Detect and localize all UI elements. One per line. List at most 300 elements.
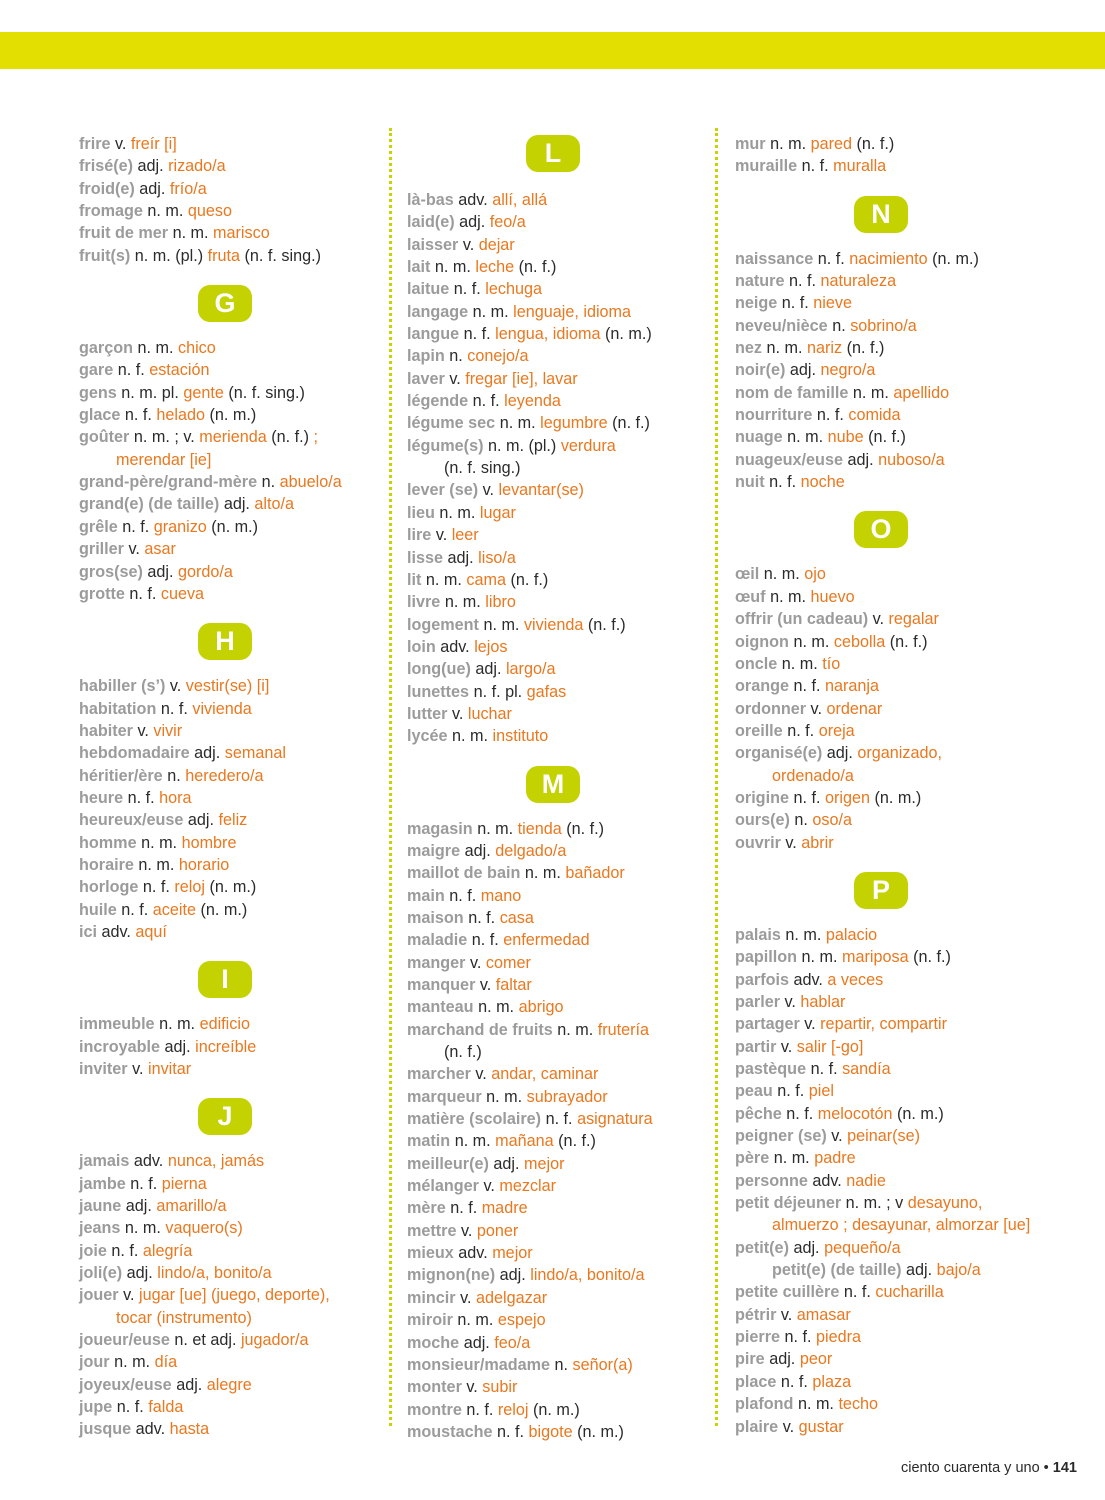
french-headword: grêle	[79, 517, 118, 536]
spanish-translation: edificio	[199, 1015, 250, 1034]
grammar-note: (n. m.)	[572, 1422, 624, 1441]
french-headword: matière (scolaire)	[407, 1110, 542, 1129]
glossary-entry	[79, 155, 379, 177]
column-1	[79, 133, 379, 1441]
french-headword: neige	[735, 294, 778, 313]
glossary-entry	[79, 426, 379, 448]
grammar-note: v.	[482, 481, 499, 500]
glossary-entry-continuation	[407, 1041, 707, 1063]
glossary-entry	[79, 720, 379, 742]
french-headword: ours(e)	[735, 811, 790, 830]
glossary-entry	[735, 742, 1065, 764]
french-headword: lieu	[407, 503, 435, 522]
grammar-note: n. f.	[781, 294, 814, 313]
grammar-note: n. m.	[444, 593, 486, 612]
spanish-translation: cama	[466, 570, 506, 589]
french-headword: lit	[407, 570, 422, 589]
grammar-note: n. f.	[471, 931, 504, 950]
spanish-translation: gordo/a	[177, 562, 233, 581]
spanish-translation: subir	[482, 1378, 518, 1397]
spanish-translation: reloj	[174, 878, 205, 897]
glossary-entry	[407, 1063, 707, 1085]
spanish-translation: madre	[481, 1199, 528, 1218]
french-headword: maigre	[407, 841, 461, 860]
grammar-note: v.	[115, 135, 131, 153]
glossary-entry	[735, 832, 1065, 854]
grammar-note: (n. f.)	[514, 258, 557, 277]
spanish-translation: amasar	[796, 1305, 851, 1324]
glossary-entry	[79, 382, 379, 404]
spanish-translation: techo	[838, 1395, 879, 1414]
glossary-entry	[735, 1348, 1065, 1370]
french-headword: matin	[407, 1132, 451, 1151]
page-footer	[901, 1460, 1077, 1476]
glossary-entry	[735, 1192, 1065, 1214]
grammar-note: n. m.	[124, 1219, 166, 1238]
french-headword: heureux/euse	[79, 811, 184, 830]
french-headword: jupe	[79, 1398, 113, 1417]
glossary-entry	[407, 524, 707, 546]
grammar-note: v.	[435, 526, 452, 545]
grammar-note: n. f.	[463, 325, 496, 344]
french-headword: jusque	[79, 1420, 132, 1439]
glossary-entry	[735, 608, 1065, 630]
grammar-note: adj.	[164, 1037, 196, 1056]
french-headword: grotte	[79, 584, 125, 603]
french-headword: petit(e)	[735, 1238, 789, 1257]
grammar-note: n. f.	[786, 1104, 818, 1123]
grammar-note: (n. f.)	[908, 948, 951, 967]
grammar-note: adv.	[458, 191, 493, 209]
glossary-entry	[79, 787, 379, 809]
section-spacer	[79, 1139, 379, 1150]
grammar-note: (n. m.)	[195, 900, 248, 919]
spanish-translation: bajo/a	[936, 1261, 981, 1280]
grammar-note: n. et adj.	[174, 1331, 241, 1350]
spanish-translation: largo/a	[505, 660, 556, 679]
grammar-note: n. m. pl.	[121, 383, 184, 402]
glossary-entry	[79, 133, 379, 155]
glossary-entry	[735, 1304, 1065, 1326]
spanish-translation: liso/a	[478, 548, 516, 567]
grammar-note: adj.	[125, 1197, 157, 1216]
french-headword: nuageux/euse	[735, 450, 843, 469]
glossary-entry	[407, 1130, 707, 1152]
french-headword: gare	[79, 361, 114, 380]
glossary-entry	[735, 1080, 1065, 1102]
french-headword: laisser	[407, 235, 459, 254]
section-letter-badge: L	[526, 135, 580, 172]
french-headword: peigner (se)	[735, 1127, 827, 1146]
glossary-entry	[79, 698, 379, 720]
glossary-entry	[407, 1421, 707, 1443]
spanish-translation: delgado/a	[495, 841, 567, 860]
spanish-translation: lechuga	[485, 280, 542, 299]
french-headword: jouer	[79, 1286, 119, 1305]
spanish-translation: queso	[187, 202, 232, 221]
french-headword: naissance	[735, 249, 814, 268]
grammar-note: n. m.	[766, 339, 807, 358]
grammar-note: v.	[475, 1065, 492, 1084]
spanish-translation: leyenda	[504, 392, 561, 411]
french-headword: jour	[79, 1353, 110, 1372]
french-headword: long(ue)	[407, 660, 471, 679]
french-headword: légume(s)	[407, 436, 484, 455]
french-headword: main	[407, 886, 445, 905]
glossary-entry	[735, 248, 1065, 270]
french-headword: héritier/ère	[79, 766, 163, 785]
glossary-entry	[79, 337, 379, 359]
column-divider	[389, 128, 392, 1426]
grammar-note: v.	[479, 976, 496, 994]
grammar-note: n. f. pl.	[473, 682, 527, 701]
grammar-note: n. m. ; v	[845, 1194, 908, 1213]
section-spacer	[735, 493, 1065, 507]
grammar-note: v.	[784, 992, 801, 1011]
glossary-entry	[79, 404, 379, 426]
glossary-entry	[407, 211, 707, 233]
french-headword: maillot de bain	[407, 864, 521, 883]
french-headword: fruit(s)	[79, 246, 131, 265]
grammar-note: (n. f.)	[607, 414, 650, 433]
grammar-note: n. f.	[468, 908, 500, 927]
spanish-translation: nunca, jamás	[167, 1152, 265, 1171]
section-spacer	[79, 267, 379, 281]
french-headword: organisé(e)	[735, 744, 823, 763]
glossary-entry	[735, 631, 1065, 653]
spanish-translation: salir [-go]	[796, 1037, 864, 1056]
spanish-translation: instituto	[492, 727, 549, 746]
french-headword: pierre	[735, 1328, 780, 1347]
french-headword: moustache	[407, 1422, 493, 1441]
french-headword: palais	[735, 925, 781, 944]
glossary-entry	[407, 1175, 707, 1197]
spanish-translation: tienda	[517, 819, 562, 838]
spanish-translation: bañador	[565, 864, 625, 883]
grammar-note: n. m.	[797, 1395, 839, 1414]
spanish-translation: casa	[499, 908, 534, 927]
glossary-entry	[735, 946, 1065, 968]
french-headword: fruit de mer	[79, 224, 169, 243]
grammar-note: n. f.	[793, 788, 825, 807]
glossary-entry	[735, 969, 1065, 991]
glossary-entry	[407, 862, 707, 884]
grammar-note: n. f.	[793, 677, 825, 696]
french-headword: grand(e) (de taille)	[79, 495, 220, 514]
grammar-note: n. f.	[472, 392, 505, 411]
french-headword: orange	[735, 677, 789, 696]
grammar-note: n. f.	[810, 1060, 843, 1078]
section-spacer	[79, 943, 379, 957]
grammar-note: n. f.	[121, 900, 153, 919]
section-spacer	[735, 178, 1065, 192]
glossary-entry	[407, 412, 707, 434]
glossary-entry	[735, 1036, 1065, 1058]
grammar-note: n. f.	[142, 878, 175, 897]
grammar-note: (n. m.)	[600, 325, 652, 344]
glossary-entry	[407, 1220, 707, 1242]
glossary-entry	[79, 899, 379, 921]
spanish-translation: piedra	[816, 1328, 861, 1347]
grammar-note: adj.	[194, 744, 225, 763]
glossary-entry	[79, 1418, 379, 1440]
grammar-note: n. m.	[557, 1020, 598, 1039]
french-headword: mieux	[407, 1244, 454, 1263]
glossary-entry	[407, 1309, 707, 1331]
spanish-translation: tocar (instrumento)	[116, 1308, 252, 1327]
french-headword: œuf	[735, 587, 766, 606]
french-headword: papillon	[735, 948, 798, 967]
spanish-translation: levantar(se)	[498, 481, 584, 500]
glossary-entry-continuation	[79, 449, 379, 471]
french-headword: nourriture	[735, 406, 813, 425]
glossary-entry	[407, 479, 707, 501]
french-headword: habiller (s’)	[79, 677, 166, 696]
grammar-note: adj.	[459, 213, 490, 232]
french-headword: loin	[407, 637, 436, 656]
grammar-note: adv.	[135, 1420, 170, 1439]
spanish-translation: mezclar	[499, 1177, 557, 1196]
french-headword: joueur/euse	[79, 1331, 170, 1350]
spanish-translation: sandía	[842, 1060, 891, 1078]
grammar-note: n. f.	[496, 1422, 529, 1441]
grammar-note: n. m. (pl.)	[487, 436, 561, 455]
french-headword: jeans	[79, 1219, 121, 1238]
grammar-note: n. f.	[450, 1199, 482, 1218]
glossary-entry	[735, 359, 1065, 381]
french-headword: fromage	[79, 202, 143, 221]
spanish-translation: aquí	[135, 922, 167, 941]
grammar-note: adj.	[223, 495, 255, 514]
grammar-note: n. m.	[425, 570, 467, 589]
spanish-translation: allí, allá	[492, 191, 548, 209]
grammar-note: n. m.	[477, 819, 518, 838]
french-headword: jambe	[79, 1174, 126, 1193]
french-headword: lisse	[407, 548, 444, 567]
grammar-note: n. m.	[787, 428, 828, 447]
french-headword: légende	[407, 392, 469, 411]
spanish-translation: apellido	[893, 383, 950, 402]
french-headword: pêche	[735, 1104, 782, 1123]
french-headword: monter	[407, 1378, 462, 1397]
grammar-note: n. f.	[801, 157, 834, 176]
letter-section-header	[79, 1094, 379, 1139]
section-spacer	[79, 326, 379, 337]
spanish-translation: repartir, compartir	[820, 1015, 948, 1034]
french-headword: joie	[79, 1241, 107, 1260]
french-headword: inviter	[79, 1060, 128, 1078]
french-headword: pire	[735, 1350, 765, 1369]
spanish-translation: subrayador	[526, 1087, 608, 1106]
glossary-entry	[407, 996, 707, 1018]
french-headword: place	[735, 1372, 777, 1391]
spanish-translation: frutería	[597, 1020, 650, 1039]
spanish-translation: feo/a	[494, 1333, 531, 1352]
grammar-note: n. f.	[129, 584, 161, 603]
grammar-note: n. m.	[478, 998, 519, 1017]
spanish-translation: alegría	[142, 1241, 193, 1260]
french-headword: frire	[79, 135, 111, 153]
grammar-note: v.	[460, 1221, 477, 1240]
spanish-translation: peinar(se)	[847, 1127, 921, 1146]
grammar-note: n. m.	[499, 414, 541, 433]
glossary-entry	[79, 471, 379, 493]
grammar-note: v.	[451, 704, 468, 723]
french-headword: logement	[407, 615, 479, 634]
section-spacer	[735, 552, 1065, 563]
page-number: 141	[1052, 1460, 1077, 1476]
french-headword: immeuble	[79, 1015, 155, 1034]
section-letter-badge: H	[198, 623, 252, 660]
french-headword: heure	[79, 788, 124, 807]
grammar-note: n.	[261, 473, 280, 492]
french-headword: légume sec	[407, 414, 496, 433]
spanish-translation: cueva	[160, 584, 205, 603]
spanish-translation: lindo/a, bonito/a	[530, 1266, 645, 1285]
spanish-translation: lengua, idioma	[495, 325, 601, 344]
section-spacer	[407, 748, 707, 762]
glossary-entry	[79, 1173, 379, 1195]
glossary-entry	[735, 315, 1065, 337]
spanish-translation: nacimiento	[849, 249, 928, 268]
grammar-note: adj.	[447, 548, 479, 567]
french-headword: marcher	[407, 1065, 471, 1084]
glossary-entry	[79, 178, 379, 200]
glossary-entry	[407, 614, 707, 636]
grammar-note: v.	[460, 1288, 476, 1307]
spanish-translation: leche	[475, 258, 515, 277]
spanish-translation: sobrino/a	[850, 316, 917, 335]
spanish-translation: mano	[480, 886, 522, 905]
grammar-note: n. f.	[817, 249, 850, 268]
spanish-translation: palacio	[825, 925, 878, 944]
grammar-note: (n. m.)	[204, 878, 257, 897]
grammar-note: n. m.	[793, 632, 834, 651]
glossary-entry	[735, 133, 1065, 155]
glossary-entry	[407, 189, 707, 211]
spanish-translation: mejor	[492, 1244, 533, 1263]
glossary-entry-continuation	[735, 1214, 1065, 1236]
glossary-entry	[79, 245, 379, 267]
spanish-translation: oreja	[818, 721, 855, 740]
french-headword: huile	[79, 900, 117, 919]
glossary-entry	[735, 155, 1065, 177]
section-letter-badge: J	[198, 1098, 252, 1135]
french-headword: mur	[735, 135, 766, 153]
glossary-entry	[735, 1103, 1065, 1125]
glossary-entry	[407, 1264, 707, 1286]
grammar-note: n. f.	[160, 699, 193, 718]
french-headword: goûter	[79, 428, 130, 447]
french-headword: marqueur	[407, 1087, 482, 1106]
spanish-translation: nube	[827, 428, 864, 447]
spanish-translation: adelgazar	[475, 1288, 548, 1307]
glossary-entry	[407, 1332, 707, 1354]
grammar-note: (n. m.)	[528, 1400, 580, 1419]
french-headword: partir	[735, 1037, 777, 1056]
glossary-entry	[735, 1416, 1065, 1438]
spanish-translation: gustar	[798, 1417, 844, 1436]
grammar-note: (n. f. sing.)	[223, 383, 305, 402]
grammar-note: n. m.	[773, 1149, 815, 1168]
grammar-note: n. m.	[172, 224, 214, 243]
spanish-translation: abrir	[801, 833, 834, 852]
section-spacer	[79, 605, 379, 619]
spanish-translation: chico	[177, 339, 216, 358]
glossary-entry	[407, 636, 707, 658]
grammar-note: adv.	[101, 922, 136, 941]
grammar-note: v.	[466, 1378, 483, 1397]
letter-section-header	[735, 192, 1065, 237]
grammar-note: v.	[483, 1177, 500, 1196]
spanish-translation: naturaleza	[820, 272, 897, 291]
glossary-entry	[735, 1125, 1065, 1147]
french-headword: lunettes	[407, 682, 470, 701]
french-headword: lapin	[407, 347, 445, 366]
grammar-note: v.	[810, 699, 827, 718]
french-headword: moche	[407, 1333, 460, 1352]
glossary-entry	[407, 725, 707, 747]
section-spacer	[735, 913, 1065, 924]
spanish-translation: asignatura	[577, 1110, 653, 1129]
grammar-note: n. m.	[141, 833, 182, 852]
glossary-entry	[407, 301, 707, 323]
grammar-note: adv.	[458, 1244, 493, 1263]
grammar-note: n. f.	[122, 517, 154, 536]
grammar-note: (n. f.)	[266, 428, 314, 447]
french-headword: langue	[407, 325, 460, 344]
grammar-note: n. m.	[486, 1087, 527, 1106]
french-headword: lait	[407, 258, 431, 277]
grammar-note: adj.	[464, 841, 496, 860]
spanish-translation: mejor	[523, 1154, 565, 1173]
glossary-entry	[79, 1240, 379, 1262]
french-headword: ouvrir	[735, 833, 781, 852]
french-headword: plafond	[735, 1395, 794, 1414]
french-headword: pastèque	[735, 1060, 807, 1078]
grammar-note: n. m. (pl.)	[134, 246, 208, 265]
grammar-note: n. m.	[801, 948, 843, 967]
glossary-entry	[735, 586, 1065, 608]
column-2	[407, 133, 707, 1443]
glossary-entry	[407, 907, 707, 929]
spanish-translation: alto/a	[254, 495, 295, 514]
spanish-translation: melocotón	[817, 1104, 893, 1123]
glossary-entry	[79, 876, 379, 898]
grammar-note: n. m.	[454, 1132, 496, 1151]
french-headword: grand-père/grand-mère	[79, 473, 258, 492]
french-headword: langage	[407, 302, 469, 321]
french-headword: plaire	[735, 1417, 779, 1436]
grammar-note: v.	[804, 1015, 821, 1034]
glossary-entry	[79, 561, 379, 583]
spanish-translation: naranja	[824, 677, 879, 696]
french-headword: habiter	[79, 721, 133, 740]
french-headword: nuage	[735, 428, 783, 447]
grammar-note: (n. m.)	[206, 517, 259, 536]
spanish-translation: amarillo/a	[156, 1197, 227, 1216]
french-headword: froid(e)	[79, 179, 135, 198]
glossary-entry	[735, 1058, 1065, 1080]
spanish-translation: lindo/a, bonito/a	[157, 1264, 272, 1283]
french-headword: muraille	[735, 157, 798, 176]
grammar-note: n. f.	[780, 1372, 813, 1391]
grammar-note: adj.	[847, 450, 879, 469]
grammar-note: n. m. ; v.	[133, 428, 200, 447]
glossary-entry	[79, 765, 379, 787]
glossary-entry	[735, 1393, 1065, 1415]
grammar-note: (n. f.)	[553, 1132, 596, 1151]
